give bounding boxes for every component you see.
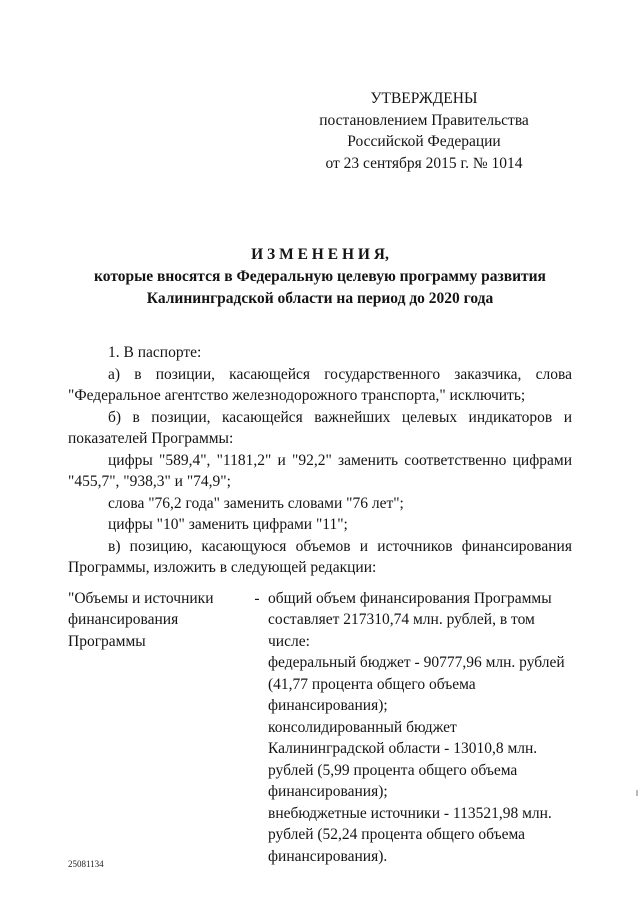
financing-table xyxy=(68,588,572,868)
financing-item: общий объем финансирования Программы составляет 217310,74 млн. рублей, в том числе: xyxy=(268,589,552,650)
document-title-line: которые вносятся в Федеральную целевую программу развития xyxy=(94,268,546,285)
financing-item: консолидированный бюджет Калининградской области - 13010,8 млн. рублей (5,99 процента общего объема финансирования); xyxy=(268,718,538,800)
approval-line: постановлением Правительства xyxy=(319,111,529,129)
approval-line: УТВЕРЖДЕНЫ xyxy=(370,90,478,107)
financing-table-right-column xyxy=(268,588,572,868)
document-footer-code: 25081134 xyxy=(68,859,104,869)
paragraph: цифры "10" заменить цифрами "11"; xyxy=(108,516,348,533)
approval-block xyxy=(304,88,544,174)
paragraph: слова "76,2 года" заменить словами "76 лет"; xyxy=(108,494,404,512)
paragraph: а) в позиции, касающейся государственного заказчика, слова "Федеральное агентство железнодорожного транспорта," исключить; xyxy=(68,365,572,404)
scan-artifact xyxy=(636,790,638,796)
document-body xyxy=(68,342,572,867)
financing-item: федеральный бюджет - 90777,96 млн. рублей (41,77 процента общего объема финансирования); xyxy=(268,654,565,714)
paragraph: в) позицию, касающуюся объемов и источников финансирования Программы, изложить в следующей редакции: xyxy=(68,537,572,576)
approval-line: Российской Федерации xyxy=(347,133,501,150)
paragraph: б) в позиции, касающейся важнейших целевых индикаторов и показателей Программы: xyxy=(68,408,572,447)
financing-table-left-column: "Объемы и источники финансирования Программы xyxy=(68,589,214,650)
paragraph: 1. В паспорте: xyxy=(108,344,202,361)
paragraph: цифры "589,4", "1181,2" и "92,2" заменить соответственно цифрами "455,7", "938,3" и "74,9"; xyxy=(68,451,572,490)
document-title-line: И З М Е Н Е Н И Я, xyxy=(251,246,389,263)
document-title-line: Калининградской области на период до 2020 года xyxy=(146,290,494,307)
document-title xyxy=(68,244,572,310)
financing-table-dash: - xyxy=(254,589,260,607)
financing-item: внебюджетные источники - 113521,98 млн. рублей (52,24 процента общего объема финансирования). xyxy=(268,804,552,865)
approval-line: от 23 сентября 2015 г. № 1014 xyxy=(325,154,523,172)
